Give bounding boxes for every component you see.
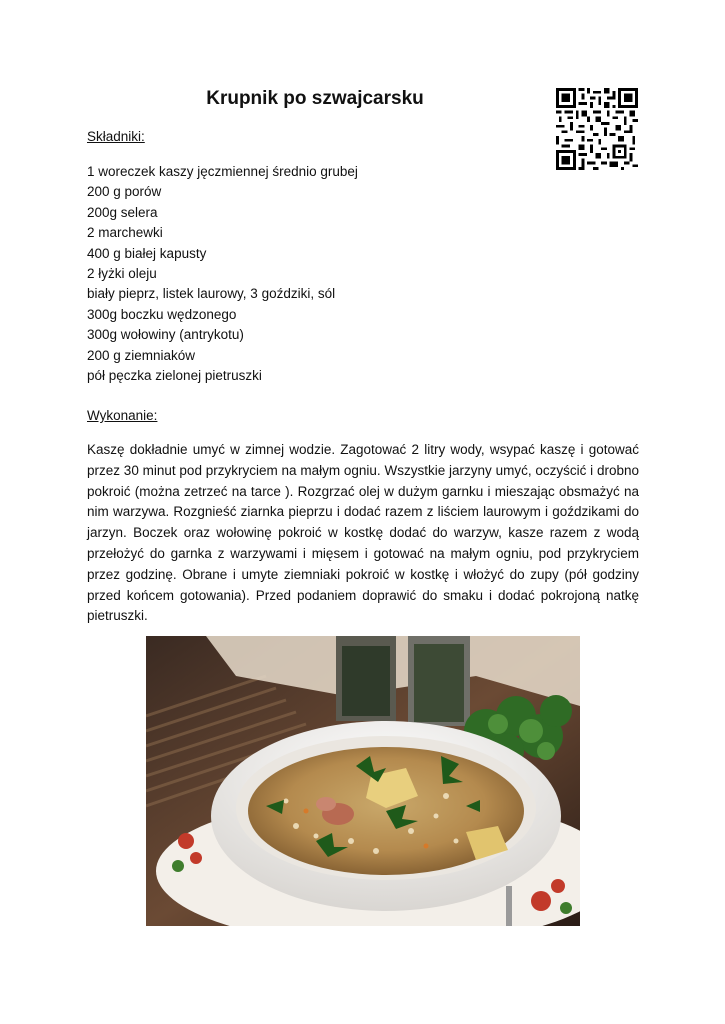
ingredients-heading: Składniki: <box>87 129 145 144</box>
ingredient-item: biały pieprz, listek laurowy, 3 goździki, sól <box>87 286 336 302</box>
ingredient-item: 200 g ziemniaków <box>87 347 196 363</box>
qr-code-icon <box>556 88 638 170</box>
method-paragraph: Kaszę dokładnie umyć w zimnej wodzie. Zagotować 2 litry wody, wsypać kaszę i gotować przez 30 minut pod przykryciem na małym ogniu. Wszystkie jarzyny umyć, oczyścić i drobno pokroić (można zetrzeć na tarce ). Rozgrzać olej w dużym garnku i mieszając obsmażyć na nim warzywa. Rozgnieść ziarnka pieprzu i dodać razem z liściem laurowym i goździkami do jarzyn. Boczek oraz wołowinę pokroić w kostkę dodać do warzyw, kasze razem z wodą przełożyć do garnka z warzywami i mięsem i gotować na małym ogniu, pod przykryciem przez godzinę. Obrane i umyte ziemniaki pokroić w kostkę i włożyć do zupy (pół godziny przed końcem gotowania). Przed podaniem doprawić do smaku i dodać pokrojoną natkę pietruszki. <box>87 442 639 624</box>
ingredient-item: 300g boczku wędzonego <box>87 306 237 322</box>
ingredients-list <box>87 162 358 386</box>
ingredient-item: 2 marchewki <box>87 225 163 241</box>
ingredient-item: 200g selera <box>87 204 158 220</box>
method-heading: Wykonanie: <box>87 408 158 423</box>
recipe-title: Krupnik po szwajcarsku <box>206 88 424 109</box>
soup-bowl-photo <box>146 636 580 926</box>
ingredient-item: 1 woreczek kaszy jęczmiennej średnio grubej <box>87 164 358 179</box>
ingredient-item: 2 łyżki oleju <box>87 266 157 282</box>
ingredient-item: 300g wołowiny (antrykotu) <box>87 327 244 343</box>
ingredient-item: pół pęczka zielonej pietruszki <box>87 368 262 384</box>
ingredient-item: 200 g porów <box>87 184 162 200</box>
ingredient-item: 400 g białej kapusty <box>87 245 207 261</box>
